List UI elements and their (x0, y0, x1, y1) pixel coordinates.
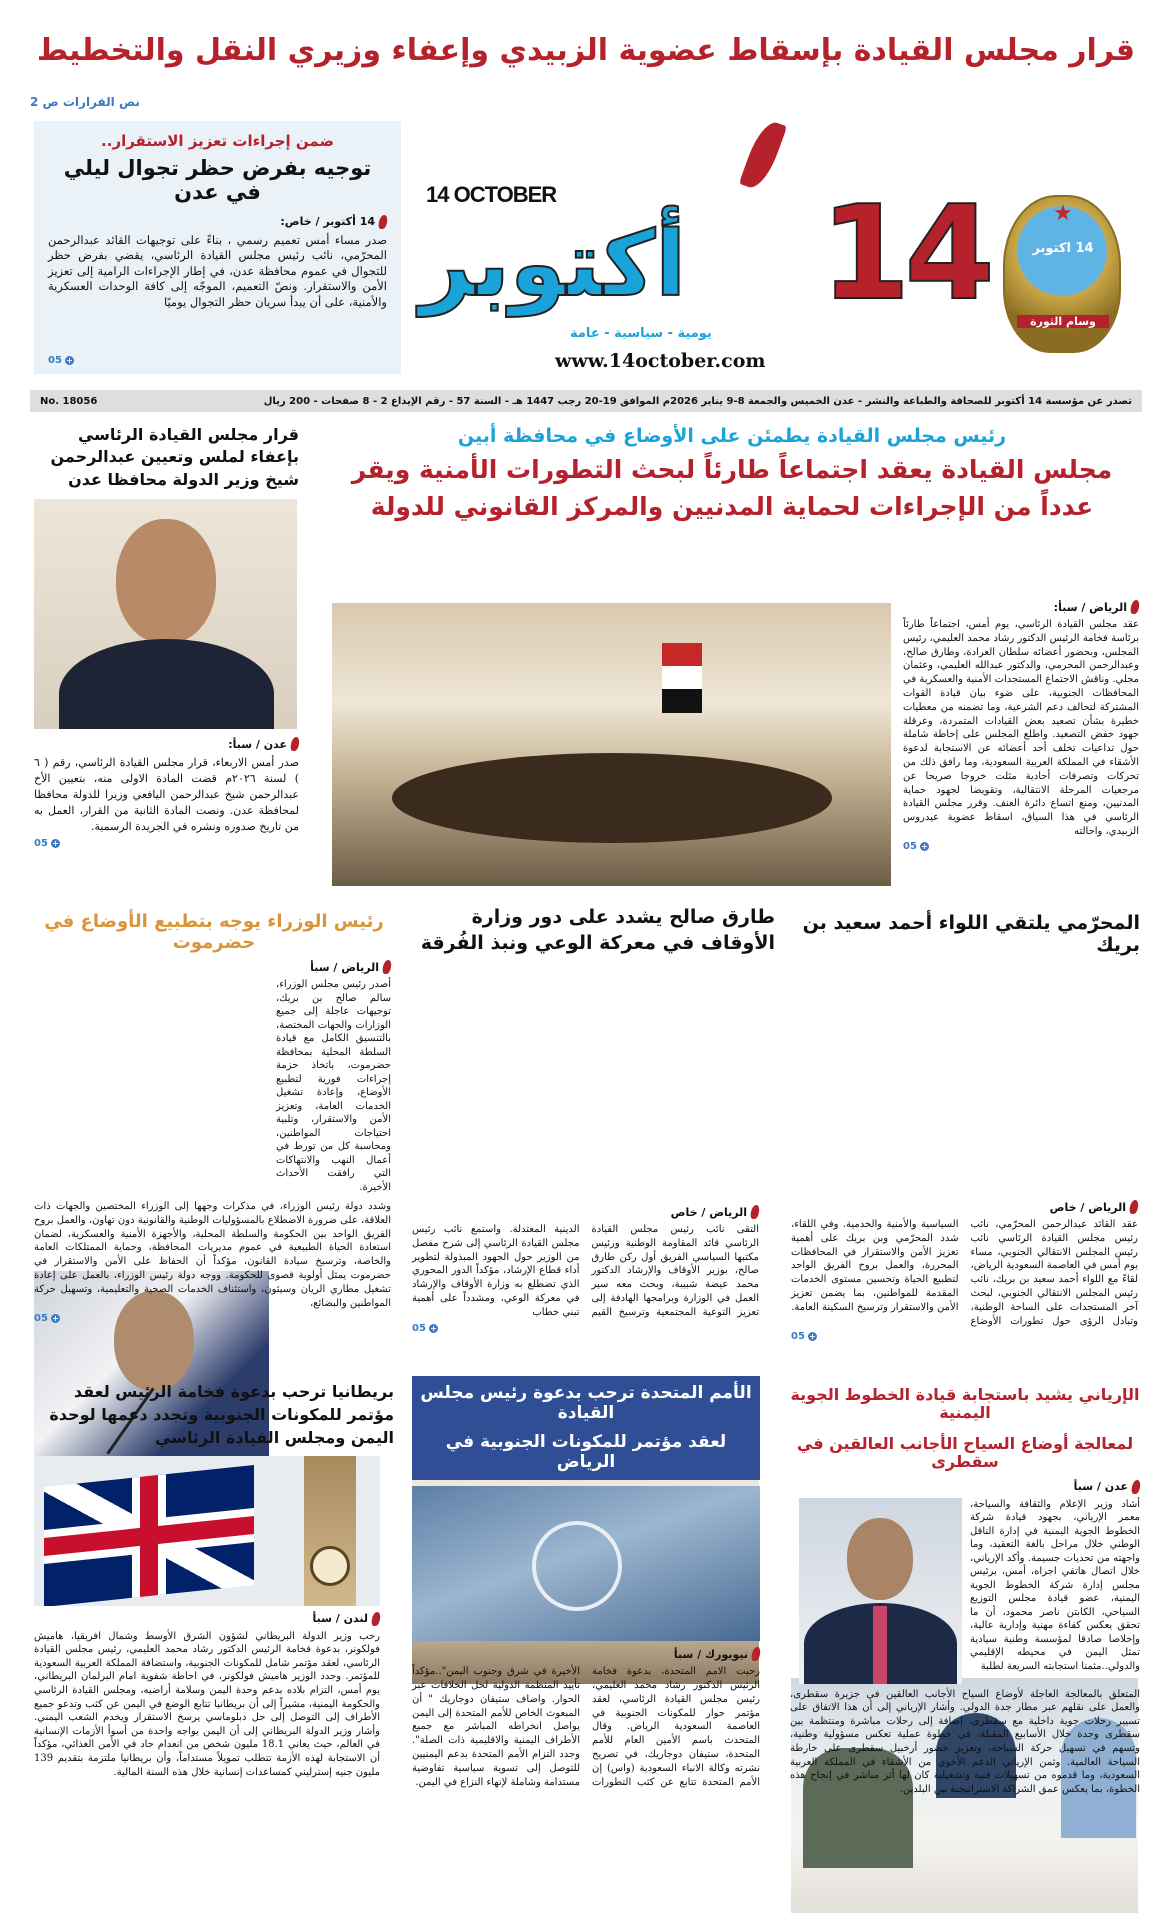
governor-headline: قرار مجلس القيادة الرئاسي بإعفاء لملس وتعيين عبدالرحمن شيخ وزير الدولة محافظا عدن (50, 425, 299, 489)
lead-body: عقد مجلس القيادة الرئاسي، يوم أمس، اجتماعاً طارئاً برئاسة فخامة الرئيس الدكتور رشاد محمد العليمي، رئيس المجلس، وبحضور أعضائه سلطان العرادة، وطارق صالح، وعبدالرحمن المحرمي، والدكتور عبدالله العليمي، وعثمان مجلي. وناقش الاجتماع المستجدات الأمنية والعسكرية في المحافظات الجنوبية، على ضوء بيان قيادة القوات المشتركة لتحالف دعم الشرعية، وما تضمنه من معطيات خطيرة بشأن تصعيد بعض القيادات المتمردة، وعرقلة جهود خفض التصعيد. واطلع المجلس على إحاطة شاملة حول تداعيات تخلف أحد أعضائه عن الاستجابة لدعوة الأشقاء في المملكة العربية السعودية، وما رافق ذلك من تحركات وتصرفات أحادية مثلت خروجا صريحا عن مرجعيات المرحلة الانتقالية، وتقويضا لجهود حماية المدنيين، ومنع اتساع دائرة العنف. وقرر مجلس القيادة الرئاسي في هذا السياق، اسقاط عضوية عيدروس الزبيدي، واحالته (903, 619, 1139, 837)
flame-logo-icon (739, 118, 787, 193)
portrait-head (116, 519, 216, 644)
portrait-suit (59, 639, 274, 729)
muharrami-body: عقد القائد عبدالرحمن المحرّمي، نائب رئيس مجلس القيادة الرئاسي نائب رئيس المجلس الانتقالي الجنوبي، مساء يوم أمس في العاصمة السعودية الرياض، لقاءً مع اللواء أحمد سعيد بن بريك، نائب رئيس المجلس الانتقالي الجنوبي، لبحث آخر المستجدات على الساحة الوطنية، وتبادل الرؤى حول تطورات الأوضاع السياسية والأمنية والخدمية. وفي اللقاء، شدد المحرّمي وبن بريك على أهمية تعزيز الأمن والاستقرار في المحافظات المحررة، والعمل بروح الفريق الواحد لتطبيع الحياة وتحسين مستوى الخدمات المقدمة للمواطنين، بما يضمن تعزيز الأمن والاستقرار وترسيخ السكينة العامة. (791, 1219, 1138, 1327)
website[interactable]: www.14october.com (555, 350, 766, 372)
eryani-body-col: أشاد وزير الإعلام والثقافة والسياحة، معمر الإرياني، بجهود قيادة شركة الخطوط الجوية اليمنية في إدارة الناقل الوطني خلال مراحل بالغة التعقيد، وما واجهته من تحديات جسيمة. وأكد الإرياني، خلال اتصال هاتفي اجراه، أمس، برئيس مجلس إدارة شركة الخطوط الجوية اليمنية، عضو قيادة مجلس التوزيع السياحي، الكابتن ناصر محمود، أن ما تحقق يعكس كفاءة مهنية وإدارية عالية، وإخلاصا صادقا لمؤسسة وطنية سيادية تمثل اليمن في محيطه الإقليمي والدولي..مثمنا استجابته السريعة لطلبة (970, 1498, 1140, 1672)
pm-col-block (276, 960, 391, 1194)
issue-number: No. 18056 (40, 395, 98, 407)
curfew-body: صدر مساء أمس تعميم رسمي ، بناءً على توجيهات القائد عبدالرحمن المحرّمي، نائب رئيس مجلس القيادة الرئاسي، يقضي بفرض حظر للتجوال في عموم محافظة عدن، في إطار الإجراءات الرامية إلى تعزيز الأمن والاستقرار. ونصّ التعميم، الموجّه إلى كافة الوحدات العسكرية والأمنية، على أن يبدأ سريان حظر التجوال يوميًا (48, 232, 387, 309)
flame-icon (290, 737, 300, 751)
pm-dateline (276, 960, 391, 974)
plus-icon: + (66, 356, 73, 365)
tareq-headline: طارق صالح يشدد على دور وزارة الأوقاف في معركة الوعي ونبذ الفُرقة (420, 906, 775, 954)
uk-dateline (34, 1612, 380, 1626)
muharrami-more-link[interactable]: 05 + (791, 1331, 816, 1343)
eryani-column (790, 1386, 1140, 1796)
un-headline-2: لعقد مؤتمر للمكونات الجنوبية في الرياض (445, 1432, 727, 1472)
plus-icon: + (809, 1332, 816, 1342)
pm-body-wide: وشدد دولة رئيس الوزراء، في مذكرات وجهها إلى الوزراء المختصين والجهات ذات العلاقة، على ضرورة الاضطلاع بالمسؤوليات الوطنية والقانونية دون تهاون، والعمل بروح الفريق الواحد بين الحكومة والسلطة المحلية، والأجهزة الأمنية والعسكرية، لضمان استعادة الحياة الطبيعية في عموم مديريات المحافظة، وحماية الممتلكات العامة والخاصة، وترسيخ سيادة القانون، مؤكداً أن الحفاظ على الأمن والاستقرار في حضرموت يمثل أولوية قصوى للحكومة. ووجه دولة رئيس الوزراء، بالعمل على إعادة تشغيل مطاري الريان وسيئون، واستئناف الخدمات الصحية والتعليمية، وتسهيل حركة المواطنين والبضائع، (34, 1201, 391, 1309)
governor-photo (34, 499, 297, 729)
curfew-box (34, 121, 401, 374)
lead-text-block (903, 600, 1139, 852)
dateline-text: الرياض / سبأ: (1053, 600, 1127, 614)
plus-icon: + (52, 1314, 59, 1324)
flame-icon (371, 1612, 381, 1626)
curfew-more-link[interactable]: 05 + (48, 355, 73, 366)
pm-body-col: أصدر رئيس مجلس الوزراء، سالم صالح بن بريك، توجيهات عاجلة إلى جميع الوزارات والجهات المختصة، بالتنسيق الكامل مع قيادة السلطة المحلية بمحافظة حضرموت، باتخاذ حزمة إجراءات فورية لتطبيع الأوضاع، وإعادة تشغيل الخدمات العامة، وتعزيز الأمن والاستقرار، وتلبية احتياجات المواطنين، ومحاسبة كل من تورط في أعمال النهب والانتهاكات التي رافقت الأحداث الأخيرة. (276, 979, 391, 1193)
lead-more-link[interactable]: 05 + (903, 840, 928, 852)
lead-headlines (322, 426, 1142, 521)
meeting-table (392, 753, 832, 843)
uk-flag-photo (34, 1456, 380, 1606)
tareq-dateline (412, 1205, 759, 1219)
dateline-text: الرياض / خاص (1049, 1200, 1126, 1214)
un-headline-box (412, 1376, 760, 1480)
portrait-head (847, 1518, 913, 1600)
lead-headline-2: عدداً من الإجراءات لحماية المدنيين والمركز القانوني للدولة (370, 491, 1094, 521)
decisions-ref[interactable]: نص القرارات ص 2 (30, 95, 140, 109)
uk-body: رحب وزير الدولة البريطاني لشؤون الشرق الأوسط وشمال افريقيا، هاميش فولكونر، بدعوة فخامة الرئيس الدكتور رشاد محمد العليمي، رئيس مجلس القيادة الرئاسي، لعقد مؤتمر شامل للمكونات الجنوبية، واستضافة المملكة العربية السعودية للمؤتمر. وجدد الوزير هاميش فولكونر، في احاطة شفوية امام البرلمان البريطاني، يوم أمس، التزام بلاده بدعم وحدة اليمن وسلامة أراضيه، ومجلس القيادة الرئاسي والحكومة اليمنية، مشيراً إلى أن بريطانيا تتابع الوضع في اليمن عن كثب وتدعو جميع الأطراف إلى التوصل إلى حل دبلوماسي يرسخ الاستقرار ويخدم الشعب اليمني. وأشار وزير الدولة البريطاني إلى أن اليمن يواجه واحدة من أسوأ الأزمات الإنسانية في العالم، حيث يعاني 18.1 مليون شخص من انعدام حاد في الأمن الغذائي، مؤكداً أن الاستجابة لهذه الأزمة تتطلب تمويلاً مستداماً، وأن بريطانيا ملتزمة بتقديم 139 مليون جنيه إسترليني كمساعدات إنسانية خلال هذه السنة المالية. (34, 1630, 380, 1778)
dateline-text: عدن / سبأ (1073, 1480, 1128, 1494)
logo-en: 14 OCTOBER (426, 182, 557, 207)
eryani-col-block (970, 1480, 1140, 1684)
top-headline: قرار مجلس القيادة بإسقاط عضوية الزبيدي وإعفاء وزيري النقل والتخطيط (36, 33, 1136, 68)
lead-kicker: رئيس مجلس القيادة يطمئن على الأوضاع في محافظة أبين (457, 425, 1007, 447)
emblem-ribbon: وسام الثورة (1017, 315, 1109, 328)
governor-more-link[interactable]: 05 + (34, 837, 59, 849)
yemen-flag (662, 643, 702, 713)
governor-dateline (34, 737, 299, 751)
curfew-dateline (48, 215, 387, 229)
plus-icon: + (430, 1323, 437, 1333)
union-jack-flag (44, 1465, 254, 1606)
un-headline-1: الأمم المتحدة ترحب بدعوة رئيس مجلس القيادة (420, 1383, 752, 1423)
eryani-headline-1: الإرياني يشيد باستجابة قيادة الخطوط الجوية اليمنية (790, 1385, 1140, 1423)
dateline-text: 14 أكتوبر / خاص: (280, 215, 375, 229)
council-meeting-photo (332, 603, 891, 886)
pm-headline: رئيس الوزراء يوجه بتطبيع الأوضاع في حضرموت (44, 911, 384, 953)
big-ben-tower (304, 1456, 356, 1606)
muharrami-headline: المحرّمي يلتقي اللواء أحمد سعيد بن بريك (802, 912, 1140, 956)
un-dateline (412, 1647, 760, 1661)
pm-text-flow (34, 960, 391, 1324)
pm-more-link[interactable]: 05 + (34, 1313, 59, 1325)
governor-column (34, 424, 299, 849)
flame-icon (1130, 600, 1140, 614)
muharrami-dateline (791, 1200, 1138, 1214)
eryani-dateline (970, 1480, 1140, 1494)
uk-column (34, 1380, 394, 1779)
flame-icon (1129, 1200, 1139, 1214)
dateline-text: الرياض / خاص (670, 1205, 747, 1219)
revolution-medal-emblem (1003, 195, 1121, 353)
flame-icon (378, 215, 388, 229)
curfew-headline: توجيه بفرض حظر تجوال ليلي في عدن (63, 156, 372, 205)
curfew-kicker: ضمن إجراءات تعزيز الاستقرار.. (101, 132, 334, 150)
logo-number: 14 (820, 177, 989, 329)
un-emblem-icon (532, 1521, 622, 1611)
portrait-tie (873, 1606, 887, 1684)
un-flag-photo (412, 1486, 760, 1641)
issue-info-bar (30, 390, 1142, 412)
tareq-text-block (412, 1205, 759, 1334)
dateline-text: الرياض / سبأ (310, 960, 379, 974)
star-icon: ★ (1053, 201, 1073, 226)
governor-body: صدر أمس الاربعاء، قرار مجلس القيادة الرئاسي، رقم ( ٦ ) لسنة ٢٠٢٦م قضت المادة الاولى منه، بتعيين الأخ عبدالرحمن شيخ عبدالرحمن اليافعي وزيرا للدولة محافظا لمحافظة عدن. ونصت المادة الثانية من القرار، العمل به من تاريخ صدوره ونشره في الجريدة الرسمية. (34, 756, 299, 833)
plus-icon: + (921, 841, 928, 851)
tareq-body: التقى نائب رئيس مجلس القيادة الرئاسي قائد المقاومة الوطنية ورئيس مكتبها السياسي الفريق أول ركن طارق صالح، بوزير الأوقاف والإرشاد الدكتور محمد عيضة شبيبة، وبحث معه سير العمل في الوزارة وبرامجها الهادفة إلى تعزيز التوعية المجتمعية وترسيخ القيم الدينية المعتدلة. واستمع نائب رئيس مجلس القيادة الرئاسي إلى شرح مفصل من الوزير حول الجهود المبذولة لتطوير أداء قطاع الإرشاد، مؤكداً الدور المحوري الذي تضطلع به وزارة الأوقاف والإرشاد في معركة الوعي، ومشدداً على أهمية تبني خطاب (412, 1224, 759, 1318)
logo-ar: أكتوبر (420, 212, 687, 317)
plus-icon: + (52, 838, 59, 848)
dateline-text: لندن / سبأ (312, 1612, 368, 1626)
lead-dateline (903, 600, 1139, 614)
flame-icon (750, 1205, 760, 1219)
flame-icon (382, 960, 392, 974)
eryani-photo (799, 1498, 962, 1684)
flame-icon (751, 1647, 761, 1661)
un-body: رحبت الامم المتحدة، بدعوة فخامة الرئيس الدكتور رشاد محمد العليمي، رئيس مجلس القيادة الرئاسي، لعقد مؤتمر حوار للمكونات الجنوبية في العاصمة السعودية الرياض. وقال المتحدث باسم الأمين العام للأمم المتحدة، ستيفان دوجاريك، في تصريح نشرته وكالة الانباء السعودية (واس) إن الأمم المتحدة تتابع عن كثب التطورات الأخيرة في شرق وجنوب اليمن"..مؤكداً تأييد المنظمة الدولية لحل الخلافات عبر الحوار. واضاف ستيفان دوجاريك " أن المبعوث الخاص للأمم المتحدة إلى اليمن يواصل انخراطه المباشر مع جميع الأطراف اليمنية والاقليمية ذات الصلة". وجدد التزام الأمم المتحدة بدعم اليمنيين للتوصل إلى تسوية سياسية تفاوضية مستدامة وشاملة لإنهاء النزاع في اليمن. (412, 1666, 760, 1788)
tareq-more-link[interactable]: 05 + (412, 1322, 437, 1334)
un-column (412, 1376, 760, 1789)
uk-headline: بريطانيا ترحب بدعوة فخامة الرئيس لعقد مؤتمر للمكونات الجنوبية وتجدد دعمها لوحدة اليمن ومجلس القيادة الرئاسي (49, 1382, 394, 1448)
emblem-text: 14 اكتوبر (1032, 241, 1094, 256)
eryani-headline-2: لمعالجة أوضاع السياح الأجانب العالقين في سقطرى (796, 1433, 1134, 1472)
eryani-body-wide: المتعلق بالمعالجة العاجلة لأوضاع السياح الأجانب العالقين في جزيرة سقطرى، والعمل على نقلهم عبر مطار جدة الدولي. وأشار الإرياني إلى أن هذا الاتفاق على تسيير رحلات جوية داخلية مع سقطرى، إضافة إلى رحلات مباشرة ومنتظمة بين سقطرى وجدة خلال الأسابيع المقبلة، في خطوة عملية تعكس مسؤولية وطنية، وتسهم في تسهيل حركة السياحة، وتعزيز حضور أرخبيل سقطرى على خارطة السياحة العالمية. وثمن الإرياني الدعم الأخوي من الأشقاء في المملكة العربية السعودية، وما قدموه من تسهيلات فنية وتشغيلية كان لها أثر مباشر في إنجاح هذه الخطوة، بما يعكس عمق الشراكة الاستراتيجية بين البلدين. (790, 1688, 1140, 1795)
issue-info-text: تصدر عن مؤسسة 14 أكتوبر للصحافة والطباعة والنشر - عدن الخميس والجمعة 8-9 يناير 2026م الموافق 19-20 رجب 1447 هـ - السنة 57 - رقم الإيداع 2 - 8 صفحات - 200 ريال (263, 395, 1132, 407)
dateline-text: نيويورك / سبأ (673, 1647, 748, 1661)
dateline-text: عدن / سبأ: (228, 737, 287, 751)
muharrami-text-block (791, 1200, 1138, 1342)
tagline: يومية - سياسية - عامة (570, 326, 712, 341)
flame-icon (1131, 1480, 1141, 1494)
masthead-logo (420, 120, 1000, 375)
lead-headline-1: مجلس القيادة يعقد اجتماعاً طارئاً لبحث التطورات الأمنية ويقر (351, 454, 1113, 484)
clock-face (310, 1546, 350, 1586)
